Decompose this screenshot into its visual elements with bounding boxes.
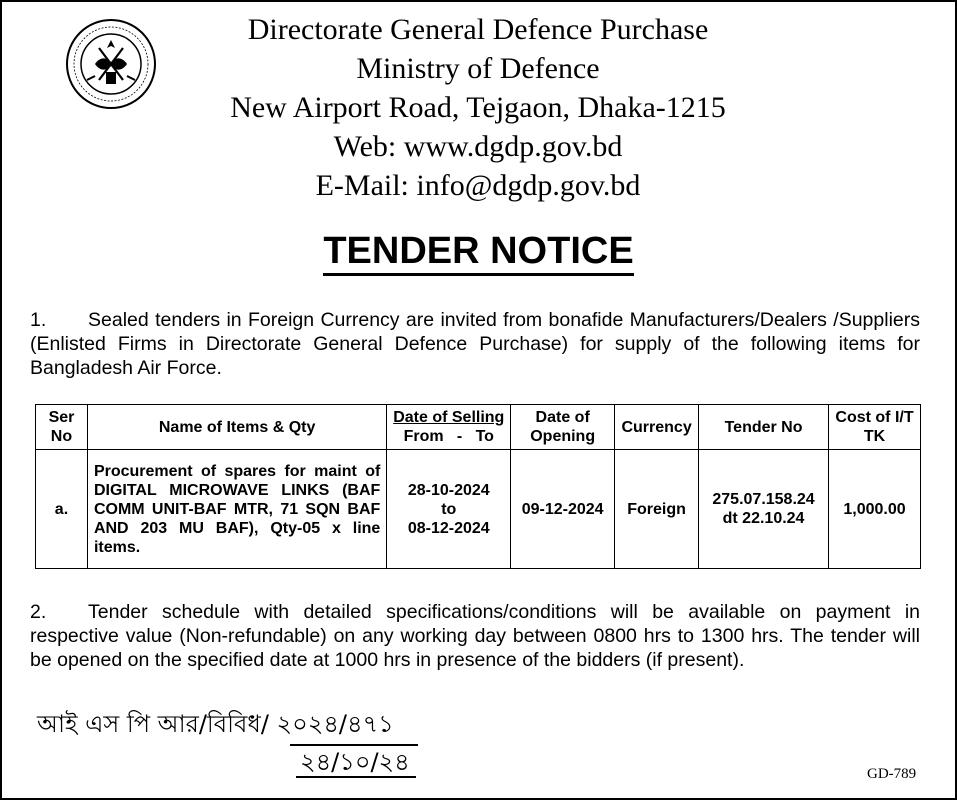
selling-title: Date of Selling bbox=[393, 409, 505, 426]
col-cost: Cost of I/T TK bbox=[829, 405, 921, 450]
paragraph-text: Sealed tenders in Foreign Currency are invited from bonafide Manufacturers/Dealers /Suppliers (Enlisted Firms in Directorate General Defence Purchase) for supply of the following items for Bangladesh Air Force. bbox=[30, 309, 920, 379]
col-currency: Currency bbox=[615, 405, 699, 450]
col-name: Name of Items & Qty bbox=[87, 405, 386, 450]
selling-sub: From - To bbox=[403, 428, 494, 445]
paragraph-1 bbox=[30, 308, 920, 380]
cell-selling bbox=[387, 450, 511, 569]
gd-code: GD-789 bbox=[867, 766, 917, 782]
paragraph-number: 2. bbox=[30, 601, 47, 623]
tender-table bbox=[35, 404, 921, 569]
col-ser: Ser No bbox=[36, 405, 88, 450]
paragraph-number: 1. bbox=[30, 309, 47, 331]
ministry-name: Ministry of Defence bbox=[356, 52, 600, 85]
selling-to: 08-12-2024 bbox=[407, 519, 490, 537]
date-underline bbox=[296, 776, 416, 778]
tender-no: 275.07.158.24 bbox=[712, 491, 815, 508]
paragraph-text: Tender schedule with detailed specifications/conditions will be available on payment in respective value (Non-refundable) on any working day between 0800 hrs to 1300 hrs. The tender will be opened on the specified date at 1000 hrs in presence of the bidders (if present). bbox=[30, 601, 920, 671]
table-header-row bbox=[36, 405, 921, 450]
table-row bbox=[36, 450, 921, 569]
email[interactable]: E-Mail: info@dgdp.gov.bd bbox=[315, 169, 641, 202]
reference-date: ২৪/১০/২৪ bbox=[300, 748, 410, 776]
address: New Airport Road, Tejgaon, Dhaka-1215 bbox=[230, 91, 726, 124]
cell-cost: 1,000.00 bbox=[829, 450, 921, 569]
dgdp-emblem-icon bbox=[65, 18, 157, 110]
selling-to-word: to bbox=[441, 500, 457, 518]
website[interactable]: Web: www.dgdp.gov.bd bbox=[333, 130, 623, 163]
paragraph-2 bbox=[30, 600, 920, 672]
notice-title: TENDER NOTICE bbox=[323, 230, 633, 276]
col-selling bbox=[387, 405, 511, 450]
reference-number: আই এস পি আর/বিবিধ/ ২০২৪/৪৭১ bbox=[37, 710, 394, 738]
cell-name: Procurement of spares for maint of DIGITAL MICROWAVE LINKS (BAF COMM UNIT-BAF MTR, 71 SQN BAF AND 203 MU BAF), Qty-05 x line items. bbox=[87, 450, 386, 569]
cell-opening: 09-12-2024 bbox=[511, 450, 615, 569]
cell-ser: a. bbox=[36, 450, 88, 569]
tender-date: dt 22.10.24 bbox=[722, 510, 805, 527]
cell-currency: Foreign bbox=[615, 450, 699, 569]
cell-tender bbox=[699, 450, 829, 569]
org-name: Directorate General Defence Purchase bbox=[247, 13, 709, 46]
selling-from: 28-10-2024 bbox=[407, 481, 490, 499]
notice-title-wrap bbox=[0, 230, 957, 273]
col-opening: Date of Opening bbox=[511, 405, 615, 450]
col-tender: Tender No bbox=[699, 405, 829, 450]
header-block bbox=[150, 10, 806, 205]
